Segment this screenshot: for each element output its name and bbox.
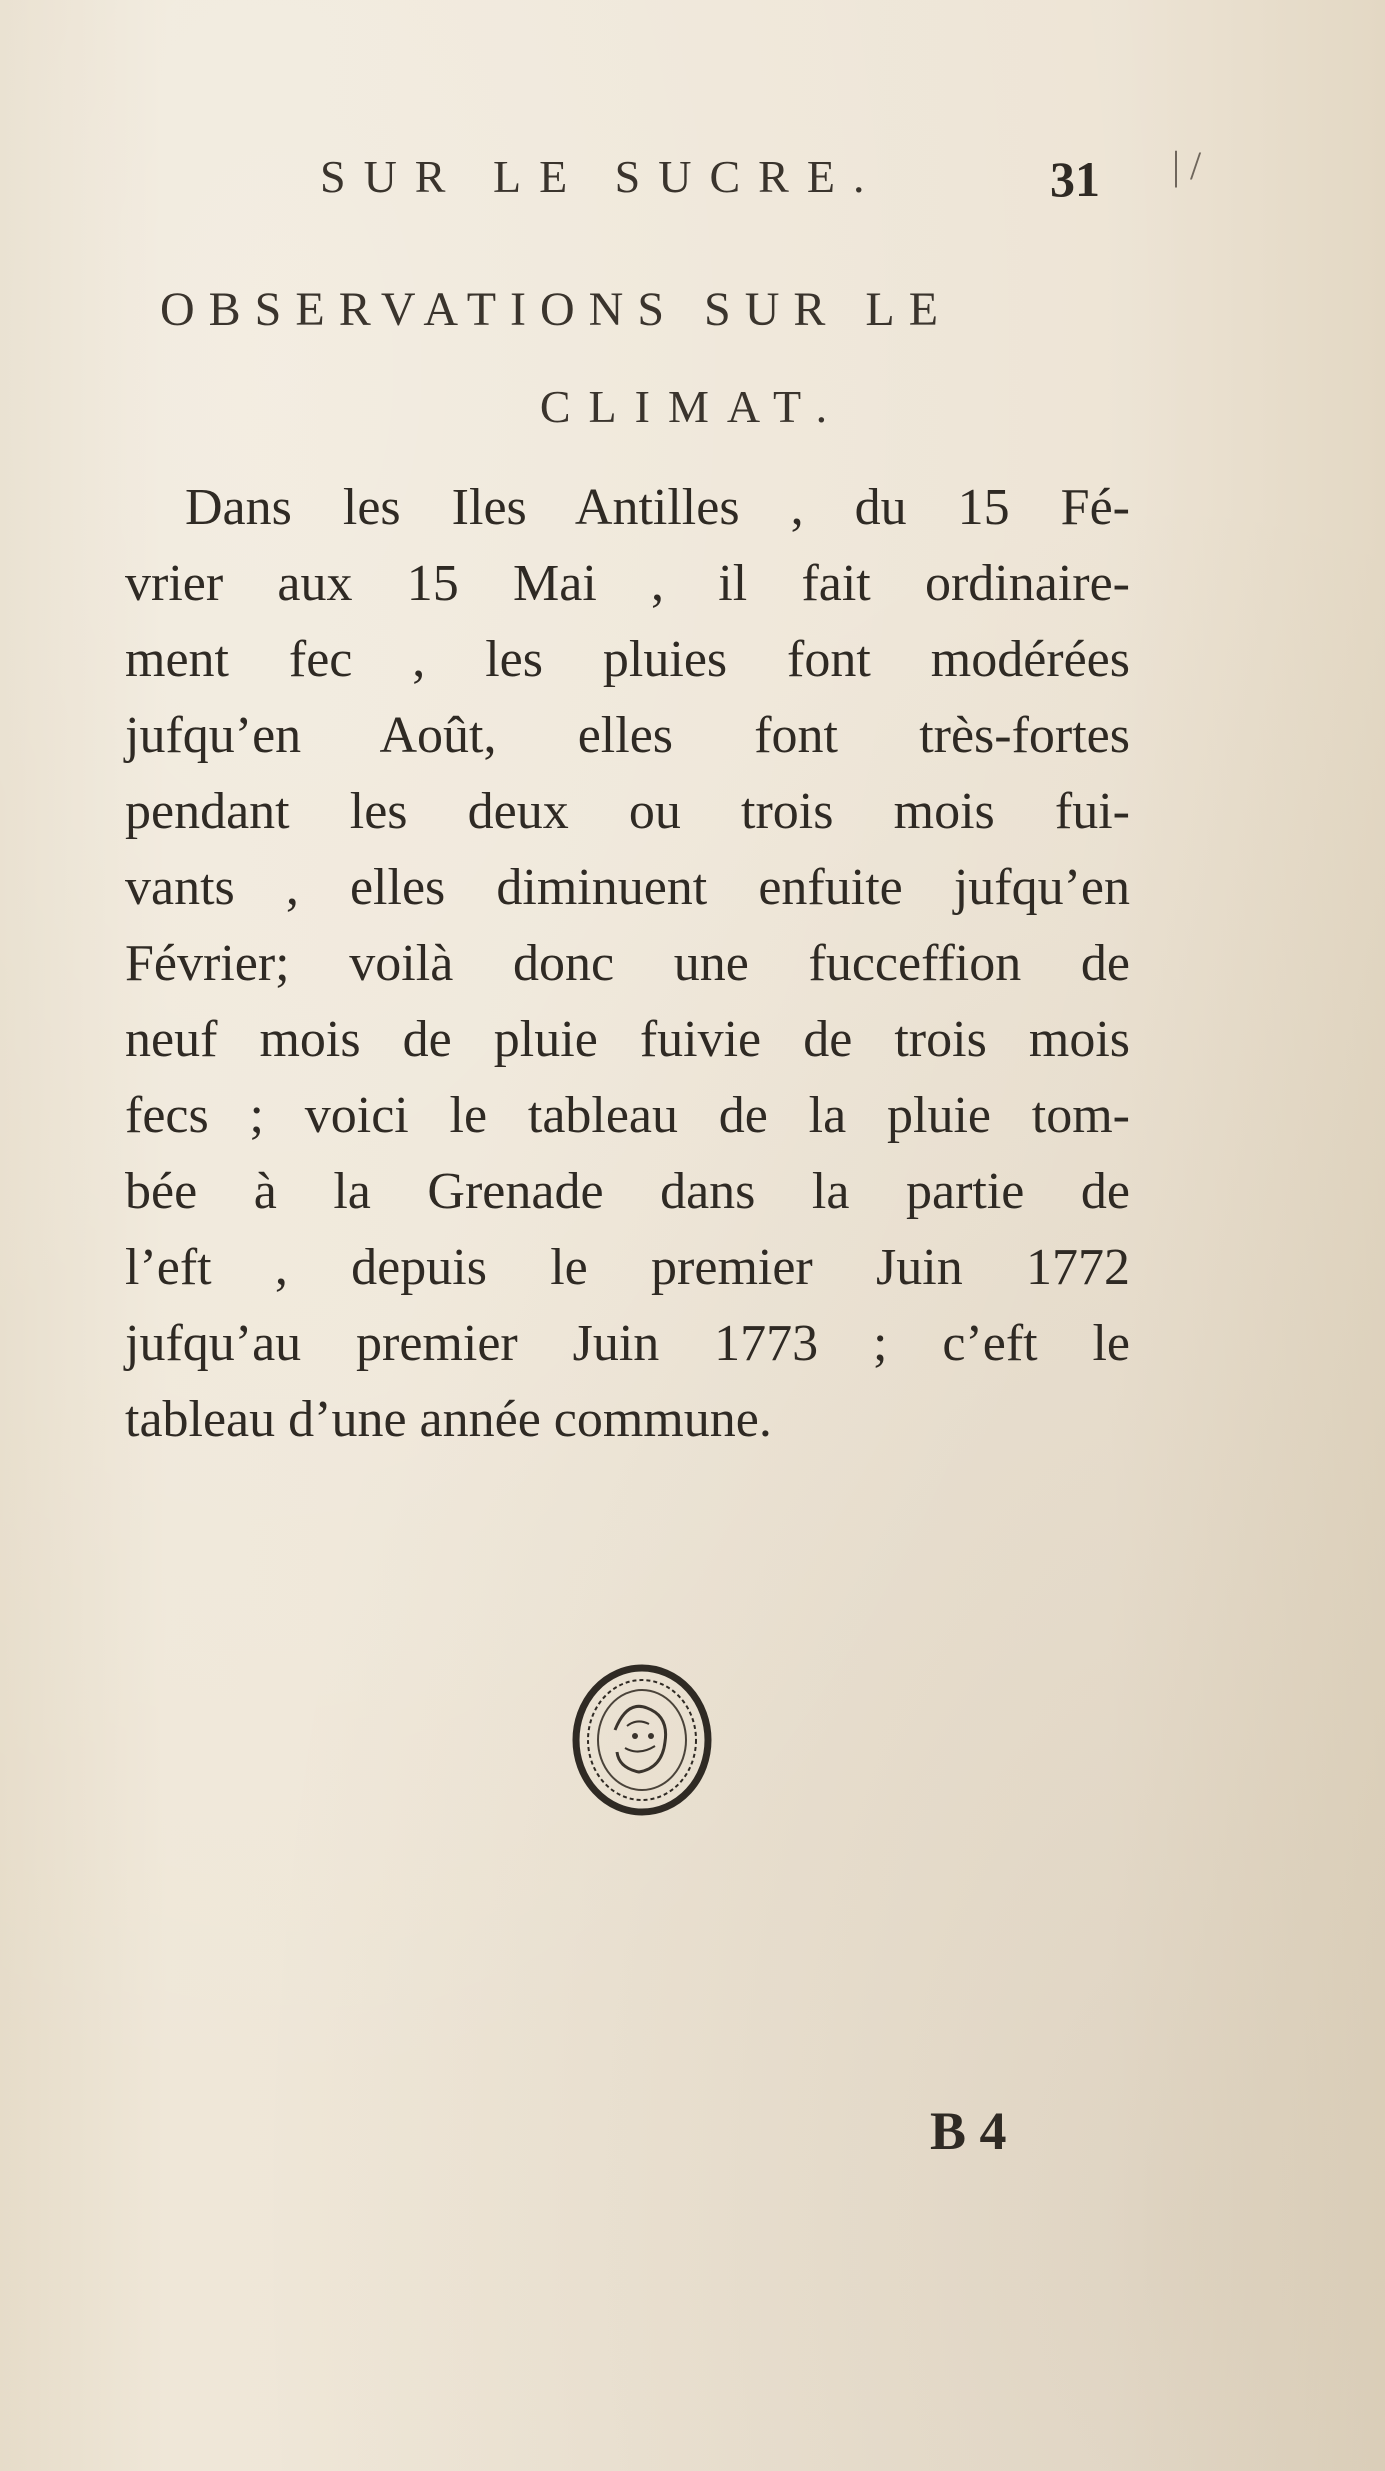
body-line: Dans les Iles Antilles , du 15 Fé- [185, 479, 1130, 536]
body-line: pendant les deux ou trois mois fui- [125, 783, 1130, 840]
section-title: OBSERVATIONS SUR LE [160, 283, 953, 336]
body-line: ment fec , les pluies font modérées [125, 631, 1130, 688]
page-number: 31 [1050, 151, 1100, 207]
section-title-continuation: CLIMAT. [539, 381, 846, 432]
body-line: vrier aux 15 Mai , il fait ordinaire- [125, 555, 1130, 612]
margin-mark: | / [1172, 143, 1202, 188]
oval-vignette-ornament-icon [567, 1660, 717, 1820]
running-head: SUR LE SUCRE. [320, 151, 883, 202]
body-line: bée à la Grenade dans la partie de [125, 1163, 1130, 1220]
body-line: neuf mois de pluie fuivie de trois mois [125, 1011, 1130, 1068]
signature-mark: B 4 [930, 2101, 1007, 2161]
body-line: jufqu’au premier Juin 1773 ; c’eft le [125, 1315, 1130, 1372]
body-line: l’eft , depuis le premier Juin 1772 [125, 1239, 1130, 1296]
body-line: tableau d’une année commune. [125, 1391, 772, 1448]
body-line: jufqu’en Août, elles font très-fortes [125, 707, 1130, 764]
body-paragraph [125, 470, 1130, 1458]
body-line: Février; voilà donc une fucceffion de [125, 935, 1130, 992]
body-line: fecs ; voici le tableau de la pluie tom- [125, 1087, 1130, 1144]
body-line: vants , elles diminuent enfuite jufqu’en [125, 859, 1130, 916]
